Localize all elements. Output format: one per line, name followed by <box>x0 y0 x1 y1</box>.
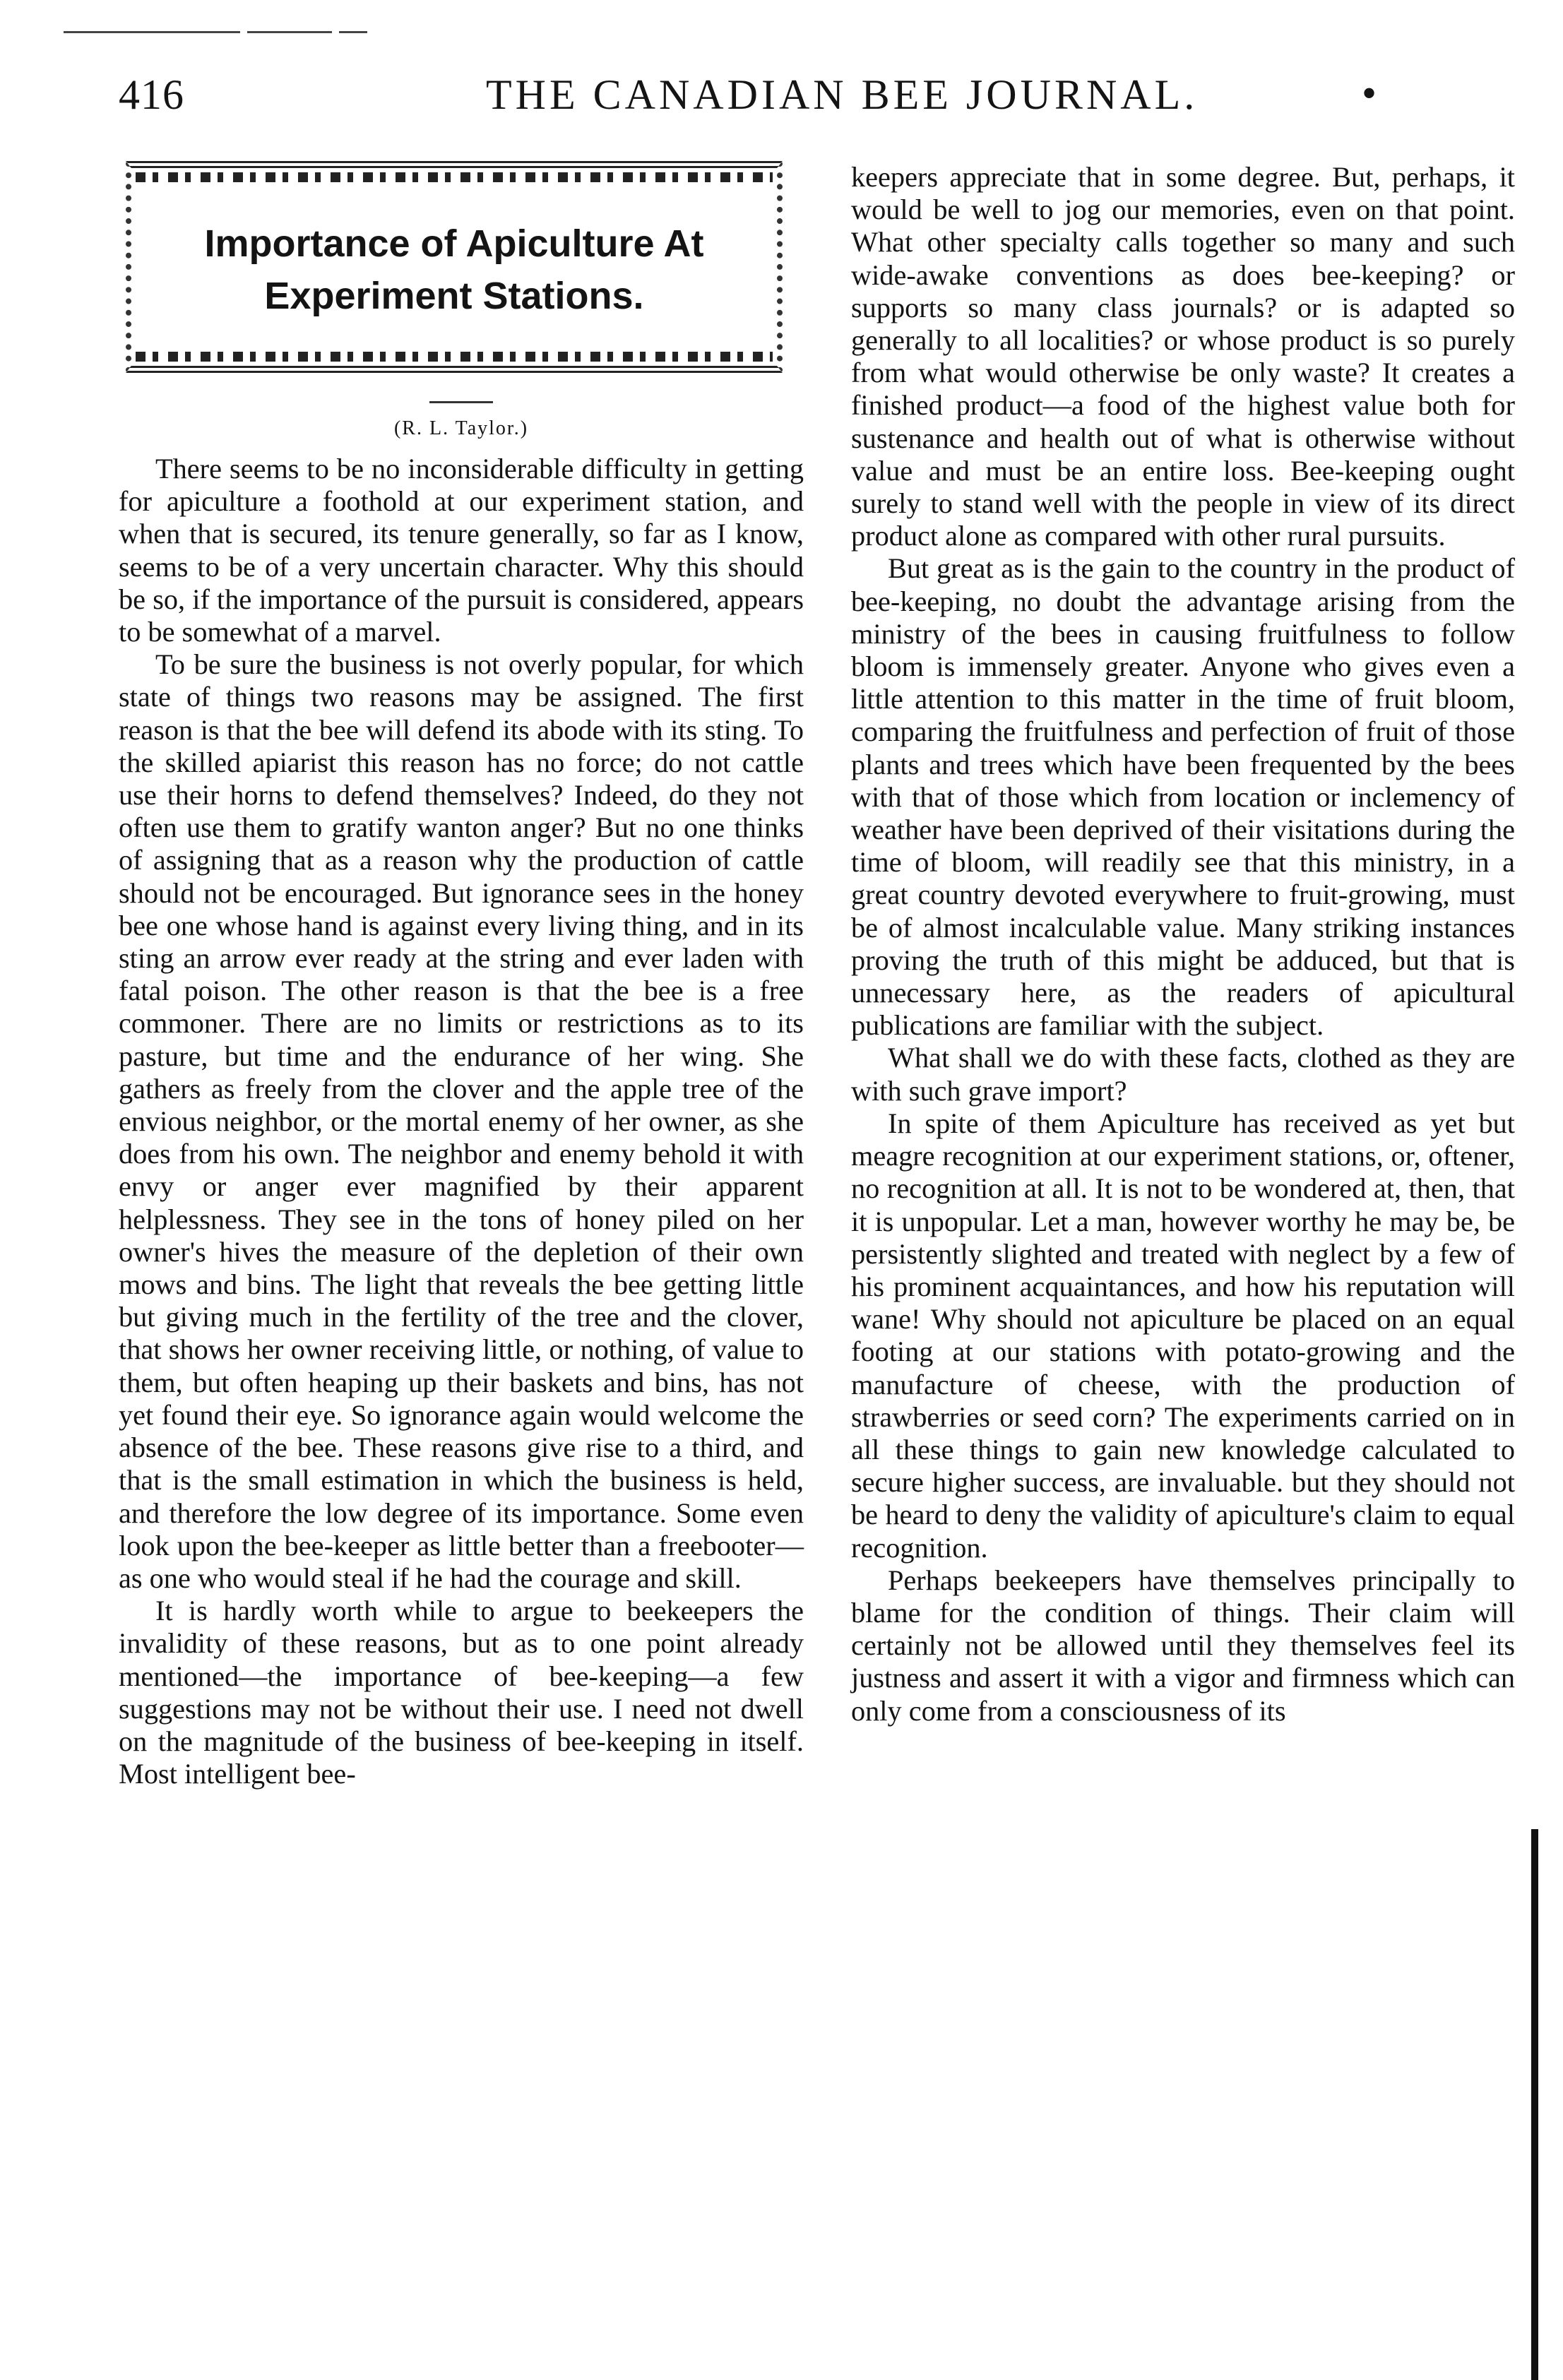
paragraph: In spite of them Apiculture has received as yet but meagre recognition at our experiment stations, or, oftener, no recognition at all. It is not to be wondered at, then, that it is unpopular. Let a man, however worthy he may be, be persistently slighted and treated with neglect by a few of his prominent acquaintances, and how his reputation will wane! Why should not apiculture be placed on an equal footing at our stations with potato-growing and the manufacture of cheese, with the production of strawberries or seed corn? The experiments carried on in all these things to gain new knowledge calculated to secure higher success, are invaluable. but they should not be heard to deny the validity of apiculture's claim to equal recognition. <box>851 1107 1515 1564</box>
top-rule <box>339 31 367 33</box>
paragraph: It is hardly worth while to argue to beekeepers the invalidity of these reasons, but as to one point already mentioned—the importance of bee-keeping—a few suggestions may not be without their use. I need not dwell on the magnitude of the business of bee-keeping in itself. Most intelligent bee- <box>119 1595 804 1790</box>
article-title-line: Experiment Stations. <box>264 275 644 317</box>
article-title-line: Importance of Apiculture At <box>204 222 704 265</box>
paragraph: But great as is the gain to the country in the product of bee-keeping, no doubt the advantage arising from the ministry of the bees in causing fruitfulness to follow bloom is immensely greater. Anyone who gives even a little attention to this matter in the time of fruit bloom, comparing the fruitfulness and perfection of fruit of those plants and trees which have been frequented by the bees with that of those which from location or inclemency of weather have been deprived of their visitations during the time of bloom, will readily see that this ministry, in a great country devoted everywhere to fruit-growing, must be of almost incalculable value. Many striking instances proving the truth of this might be adduced, but that is unnecessary here, as the readers of apicultural publications are familiar with the subject. <box>851 552 1515 1042</box>
paragraph: Perhaps beekeepers have themselves principally to blame for the condition of things. Their claim will certainly not be allowed until they themselves feel its justness and assert it with a vigor and firmness which can only come from a consciousness of its <box>851 1564 1515 1727</box>
ornamental-title-box <box>126 161 783 373</box>
ornament-border <box>136 352 773 362</box>
paragraph: There seems to be no inconsiderable difficulty in getting for apiculture a foothold at our experiment station, and when that is secured, its tenure generally, so far as I know, seems to be of a very uncertain character. Why this should be so, if the importance of the pursuit is considered, appears to be somewhat of a marvel. <box>119 453 804 648</box>
binding-shadow <box>1531 1829 1538 2380</box>
left-column <box>119 161 804 1790</box>
page-number: 416 <box>119 71 184 118</box>
paragraph: To be sure the business is not overly popular, for which state of things two reasons may be assigned. The first reason is that the bee will defend its abode with its sting. To the skilled apiarist this reason has no force; do not cattle use their horns to defend themselves? Indeed, do they not often use them to gratify wanton anger? But no one thinks of assigning that as a reason why the production of cattle should not be encouraged. But ignorance sees in the honey bee one whose hand is against every living thing, and in its sting an arrow ever ready at the string and ever laden with fatal poison. The other reason is that the bee is a free commoner. There are no limits or restrictions as to its pasture, but time and the endurance of her wing. She gathers as freely from the clover and the apple tree of the envious neighbor, or the mortal enemy of her owner, as she does from his own. The neighbor and enemy behold it with envy or anger ever magnified by their apparent helplessness. They see in the tons of honey piled on her owner's hives the measure of the depletion of their own mows and bins. The light that reveals the bee getting little but giving much in the fertility of the tree and the clover, that shows her owner receiving little, or nothing, of value to them, but often heaping up their baskets and bins, has not yet found their eye. So ignorance again would welcome the absence of the bee. These reasons give rise to a third, and that is the small estimation in which the business is held, and therefore the low degree of its importance. Some even look upon the bee-keeper as little better than a freebooter—as one who would steal if he had the courage and skill. <box>119 648 804 1594</box>
right-column <box>851 161 1515 1727</box>
top-rule <box>247 31 332 33</box>
bullet-mark: • <box>1362 70 1377 117</box>
journal-title: THE CANADIAN BEE JOURNAL. <box>486 71 1199 118</box>
running-head <box>119 71 1517 134</box>
ornament-border <box>136 172 773 182</box>
paragraph: What shall we do with these facts, clothed as they are with such grave import? <box>851 1042 1515 1107</box>
binding-edge <box>1517 134 1538 2112</box>
article-title <box>131 218 777 322</box>
paragraph: keepers appreciate that in some degree. But, perhaps, it would be well to jog our memories, even on that point. What other specialty calls together so many and such wide-awake conventions as does bee-keeping? or supports so many class journals? or is adapted so generally to all localities? or whose product is so purely from what would otherwise be only waste? It creates a finished product—a food of the highest value both for sustenance and health out of what is otherwise without value and must be an entire loss. Bee-keeping ought surely to stand well with the people in view of its direct product alone as compared with other rural pursuits. <box>851 161 1515 552</box>
separator-rule <box>429 401 493 403</box>
byline: (R. L. Taylor.) <box>393 417 529 439</box>
top-rule <box>64 31 240 33</box>
